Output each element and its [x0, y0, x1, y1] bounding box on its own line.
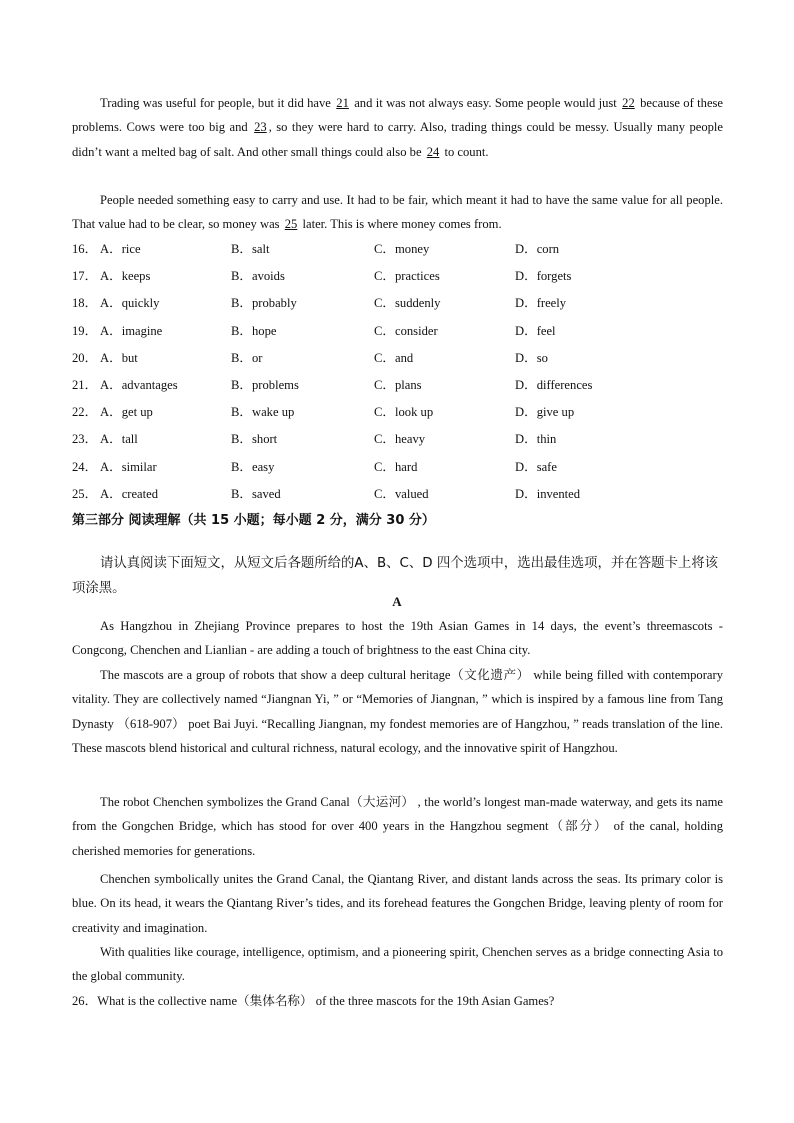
option-c: C．practices	[374, 269, 440, 284]
option-a: A．but	[100, 350, 138, 365]
cloze-paragraph-2	[72, 188, 723, 237]
passage-paragraph-1	[72, 614, 723, 663]
option-a: A．created	[100, 486, 159, 501]
question-26: 26．What is the collective name（集体名称） of the three mascots for the 19th Asian Games?	[72, 994, 555, 1008]
option-row-17	[72, 264, 723, 291]
question-number: 20．	[72, 350, 98, 365]
option-c: C．consider	[374, 323, 438, 338]
option-d: D．forgets	[515, 269, 572, 284]
option-c: C．valued	[374, 486, 429, 501]
passage-paragraph-2	[72, 663, 723, 760]
option-b: B．short	[231, 432, 278, 447]
paragraph-text: As Hangzhou in Zhejiang Province prepares to host the 19th Asian Games in 14 days, the event’s threemascots - Congcong, Chenchen and Lianlian - are adding a touch of brightness to the east China city.	[72, 619, 723, 658]
option-b: B．or	[231, 350, 263, 365]
cloze-text: later. This is where money comes from.	[302, 217, 502, 232]
option-d: D．differences	[515, 377, 593, 392]
cloze-text: and it was not always easy. Some people would just	[354, 96, 617, 110]
option-d: D．invented	[515, 486, 581, 501]
instruction-text: 请认真阅读下面短文，从短文后各题所给的A、B、C、D 四个选项中，选出最佳选项，并在答题卡上将该项涂黑。	[72, 556, 719, 597]
blank-23: 23	[254, 120, 267, 135]
option-c: C．money	[374, 242, 430, 256]
option-c: C．suddenly	[374, 296, 441, 311]
option-b: B．hope	[231, 323, 277, 338]
option-d: D．so	[515, 350, 548, 365]
option-d: D．safe	[515, 459, 557, 474]
option-row-23	[72, 427, 723, 454]
section-heading: 第三部分 阅读理解（共 15 小题；每小题 2 分，满分 30 分）	[72, 513, 435, 528]
paragraph-text: The mascots are a group of robots that show a deep cultural heritage（文化遗产） while being filled with contemporary vitality. They are collectively named “Jiangnan Yi, ” or “Memories of Jiangnan, ” which is inspired by a famous line from Tang Dynasty （618-907） poet Bai Juyi. “Recalling Jiangnan, my fondest memories are of Hangzhou, ” reads translation of the line. These mascots blend historical and cultural richness, natural ecology, and the innovative spirit of Hangzhou.	[72, 668, 723, 755]
cloze-text: , so they were hard to carry. Also, trading things could be messy. Usually many people didn’t want a melted bag of salt. And other small things could also be	[72, 120, 724, 159]
question-number: 22．	[72, 405, 98, 420]
option-row-25	[72, 482, 723, 509]
option-d: D．corn	[515, 242, 560, 256]
option-b: B．avoids	[231, 269, 285, 284]
question-number: 21．	[72, 377, 98, 392]
option-row-16	[72, 237, 723, 264]
blank-25: 25	[284, 217, 298, 232]
cloze-text: because of these problems. Cows were too big and	[72, 96, 724, 135]
blank-21: 21	[336, 96, 349, 110]
option-row-18	[72, 291, 723, 318]
option-a: A．rice	[100, 242, 141, 256]
paragraph-text: Chenchen symbolically unites the Grand Canal, the Qiantang River, and distant lands across the seas. Its primary color is blue. On its head, it wears the Qiantang River’s tides, and its forehead features the Gongchen Bridge, leaving plenty of room for creativity and imagination.	[72, 872, 723, 935]
cloze-text: Trading was useful for people, but it did have	[100, 96, 331, 110]
option-a: A．keeps	[100, 269, 151, 284]
option-d: D．give up	[515, 405, 575, 420]
paragraph-text: With qualities like courage, intelligence, optimism, and a pioneering spirit, Chenchen serves as a bridge connecting Asia to the global community.	[72, 945, 723, 984]
option-d: D．feel	[515, 323, 556, 338]
option-row-20	[72, 346, 723, 373]
option-c: C．and	[374, 350, 414, 365]
option-a: A．advantages	[100, 377, 178, 392]
option-b: B．problems	[231, 377, 299, 392]
passage-paragraph-4	[72, 867, 723, 940]
option-c: C．look up	[374, 405, 434, 420]
option-row-19	[72, 319, 723, 346]
cloze-text: to count.	[444, 144, 489, 159]
option-c: C．heavy	[374, 432, 426, 447]
option-row-21	[72, 373, 723, 400]
question-number: 18．	[72, 296, 98, 311]
option-row-22	[72, 400, 723, 427]
option-b: B．saved	[231, 486, 281, 501]
option-a: A．tall	[100, 432, 138, 447]
option-a: A．get up	[100, 405, 153, 420]
option-row-24	[72, 455, 723, 482]
question-number: 23．	[72, 432, 98, 447]
option-a: A．quickly	[100, 296, 160, 311]
passage-title: A	[392, 594, 402, 609]
option-b: B．salt	[231, 242, 270, 256]
option-d: D．thin	[515, 432, 557, 447]
option-b: B．probably	[231, 296, 297, 311]
paragraph-text: The robot Chenchen symbolizes the Grand Canal（大运河） , the world’s longest man-made waterway, and gets its name from the Gongchen Bridge, which has stood for over 400 years in the Hangzhou segment（部分） of the canal, holding cherished memories for generations.	[72, 795, 723, 858]
option-a: A．imagine	[100, 323, 163, 338]
blank-22: 22	[622, 96, 635, 110]
option-b: B．easy	[231, 459, 275, 474]
passage-paragraph-5	[72, 940, 723, 989]
question-number: 17．	[72, 269, 98, 284]
question-number: 25．	[72, 486, 98, 501]
option-c: C．plans	[374, 377, 422, 392]
passage-paragraph-3	[72, 790, 723, 863]
cloze-text: People needed something easy to carry and use. It had to be fair, which meant it had to have the same value for all people. That value had to be clear, so money was	[72, 193, 723, 232]
options-list	[72, 237, 723, 509]
question-number: 24．	[72, 459, 98, 474]
question-number: 16．	[72, 242, 98, 256]
option-c: C．hard	[374, 459, 418, 474]
option-b: B．wake up	[231, 405, 295, 420]
cloze-paragraph-1	[72, 91, 723, 164]
blank-24: 24	[426, 144, 440, 159]
option-d: D．freely	[515, 296, 567, 311]
question-number: 19．	[72, 323, 98, 338]
option-a: A．similar	[100, 459, 157, 474]
